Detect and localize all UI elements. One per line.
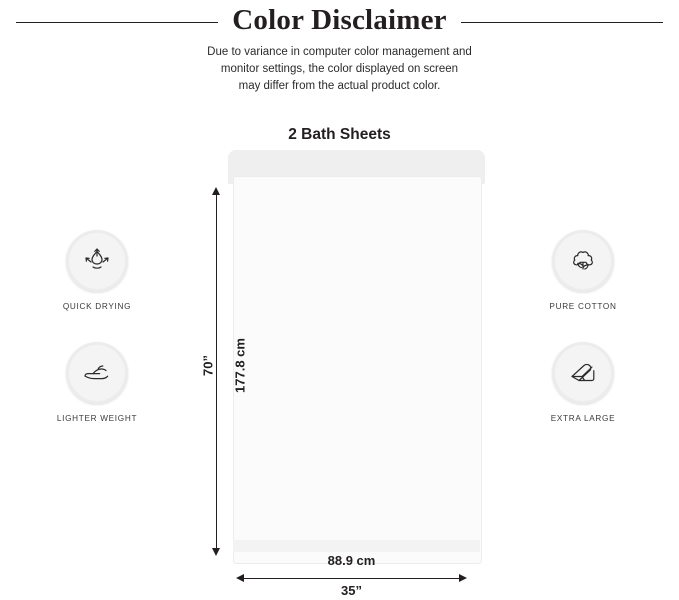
feature-lighter-weight (42, 342, 152, 423)
disclaimer-text (0, 44, 679, 95)
feature-extra-large (528, 342, 638, 423)
feature-quick-drying (42, 230, 152, 311)
feature-label-pure-cotton: PURE COTTON (549, 302, 617, 311)
feature-label-lighter-weight: LIGHTER WEIGHT (56, 414, 138, 423)
header-rule-left (16, 22, 218, 23)
towel-bottom-band (233, 540, 480, 552)
feature-label-quick-drying: QUICK DRYING (62, 302, 132, 311)
height-label-inches: 70” (200, 355, 216, 376)
feature-label-extra-large: EXTRA LARGE (550, 414, 616, 423)
disclaimer-line-1: Due to variance in computer color management and (207, 46, 472, 58)
feature-pure-cotton (528, 230, 638, 311)
badge-extra-large (552, 342, 614, 404)
disclaimer-line-2: monitor settings, the color displayed on screen (220, 63, 459, 75)
height-label-centimeters: 177.8 cm (232, 338, 248, 393)
badge-pure-cotton (552, 230, 614, 292)
width-label-inches: 35” (341, 583, 362, 598)
width-label-centimeters: 88.9 cm (327, 553, 376, 568)
disclaimer-header (0, 0, 679, 40)
extra-large-icon (555, 345, 611, 401)
badge-quick-drying (66, 230, 128, 292)
towel-body (233, 176, 482, 564)
header-rule-right (461, 22, 663, 23)
lighter-weight-icon (69, 345, 125, 401)
quick-drying-icon (69, 233, 125, 289)
towel-illustration (228, 150, 485, 562)
height-dimension-arrow (216, 194, 217, 549)
page-title: Color Disclaimer (232, 4, 447, 36)
width-dimension-arrow (243, 578, 460, 579)
pure-cotton-icon (555, 233, 611, 289)
badge-lighter-weight (66, 342, 128, 404)
product-title: 2 Bath Sheets (288, 126, 391, 143)
disclaimer-line-3: may differ from the actual product color. (238, 80, 441, 92)
